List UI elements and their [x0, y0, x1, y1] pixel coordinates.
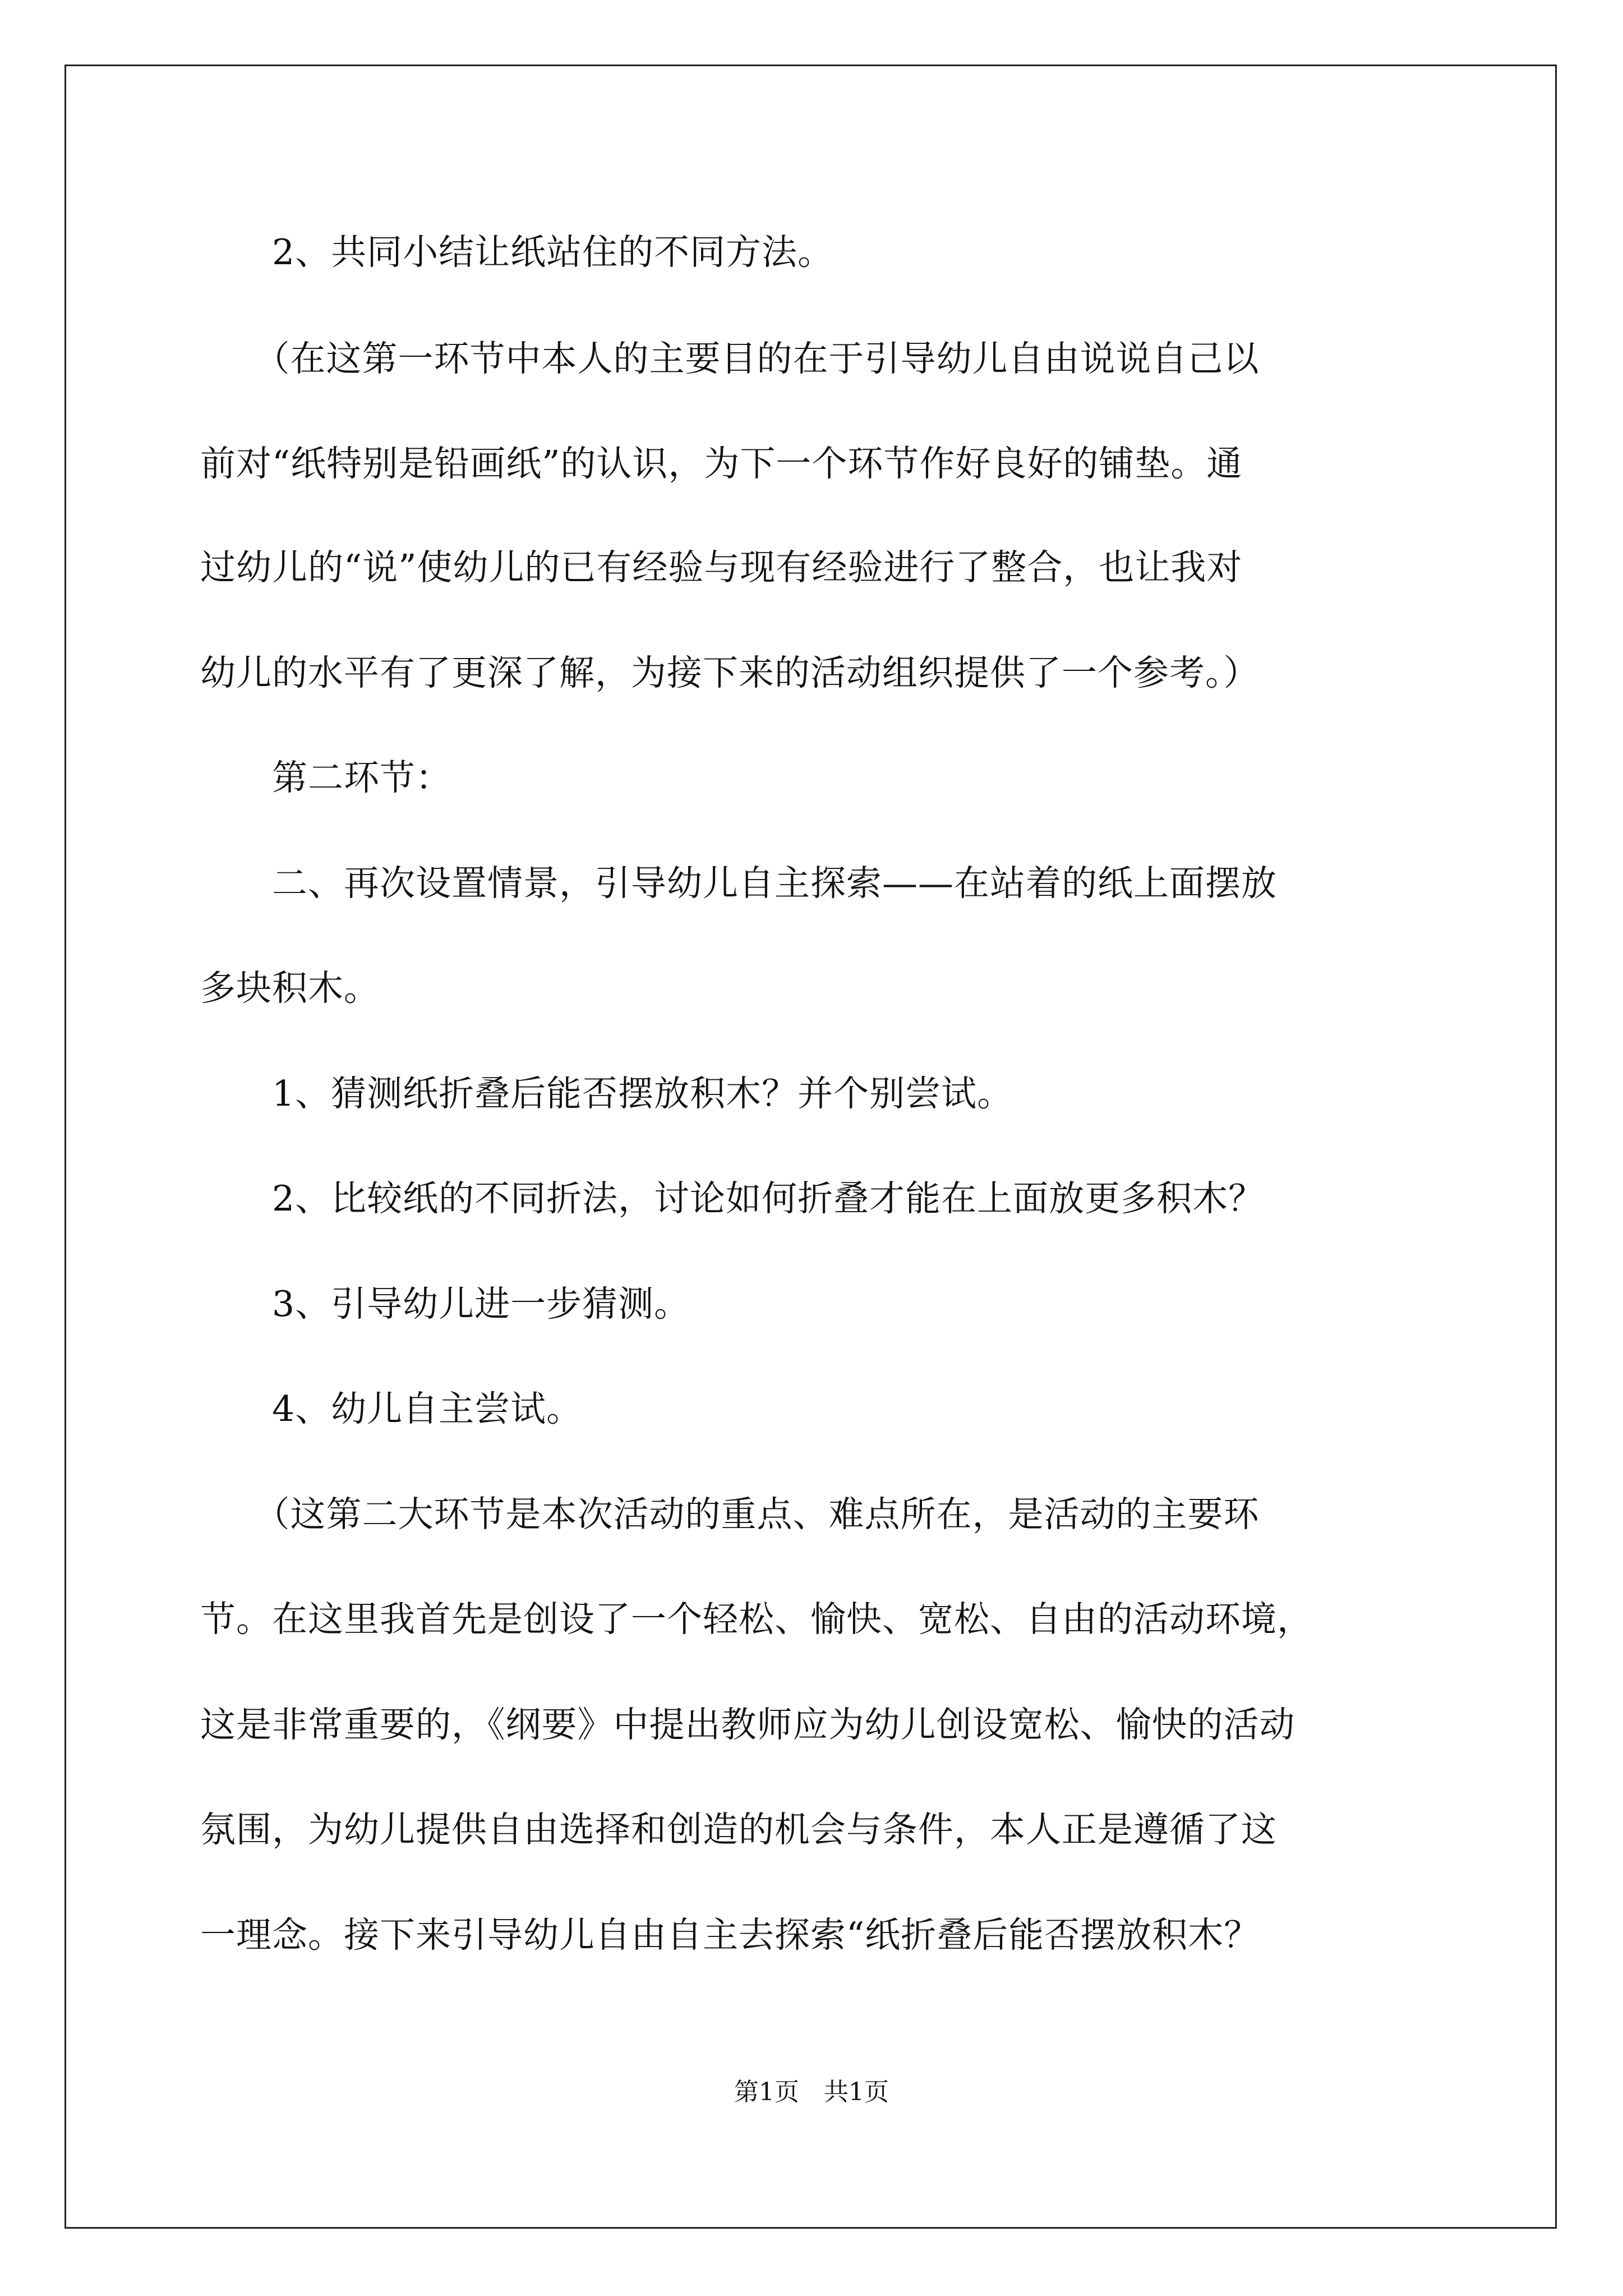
list-item: 4、幼儿自主尝试。: [200, 1388, 583, 1429]
list-item: 2、比较纸的不同折法，讨论如何折叠才能在上面放更多积木？: [200, 1178, 1265, 1219]
paragraph-line: 2、共同小结让纸站住的不同方法。: [200, 232, 834, 273]
paragraph-line: 一理念。接下来引导幼儿自由自主去探索“纸折叠后能否摆放积木？: [200, 1915, 1260, 1955]
paragraph-line: 二、再次设置情景，引导幼儿自主探索——在站着的纸上面摆放: [200, 863, 1277, 904]
page-footer: 第1页 共1页: [734, 2078, 889, 2106]
section-heading: 第二环节：: [200, 757, 451, 798]
list-item: 1、猜测纸折叠后能否摆放积木？并个别尝试。: [200, 1073, 1013, 1114]
paragraph-line: 前对“纸特别是铅画纸”的认识，为下一个环节作好良好的铺垫。通: [200, 443, 1243, 484]
list-item: 3、引导幼儿进一步猜测。: [200, 1283, 690, 1324]
paragraph-line: （这第二大环节是本次活动的重点、难点所在，是活动的主要环: [200, 1494, 1260, 1535]
paragraph-line: （在这第一环节中本人的主要目的在于引导幼儿自由说说自己以: [200, 338, 1260, 379]
paragraph-line: 氛围，为幼儿提供自由选择和创造的机会与条件，本人正是遵循了这: [200, 1809, 1277, 1850]
paragraph-line: 这是非常重要的，《纲要》中提出教师应为幼儿创设宽松、愉快的活动: [200, 1704, 1295, 1745]
paragraph-line: 过幼儿的“说”使幼儿的已有经验与现有经验进行了整合，也让我对: [200, 547, 1243, 588]
paragraph-line: 幼儿的水平有了更深了解，为接下来的活动组织提供了一个参考。）: [200, 652, 1260, 693]
paragraph-line: 节。在这里我首先是创设了一个轻松、愉快、宽松、自由的活动环境，: [200, 1599, 1313, 1640]
paragraph-line: 多块积木。: [200, 968, 380, 1009]
page-border: [64, 65, 1557, 2229]
